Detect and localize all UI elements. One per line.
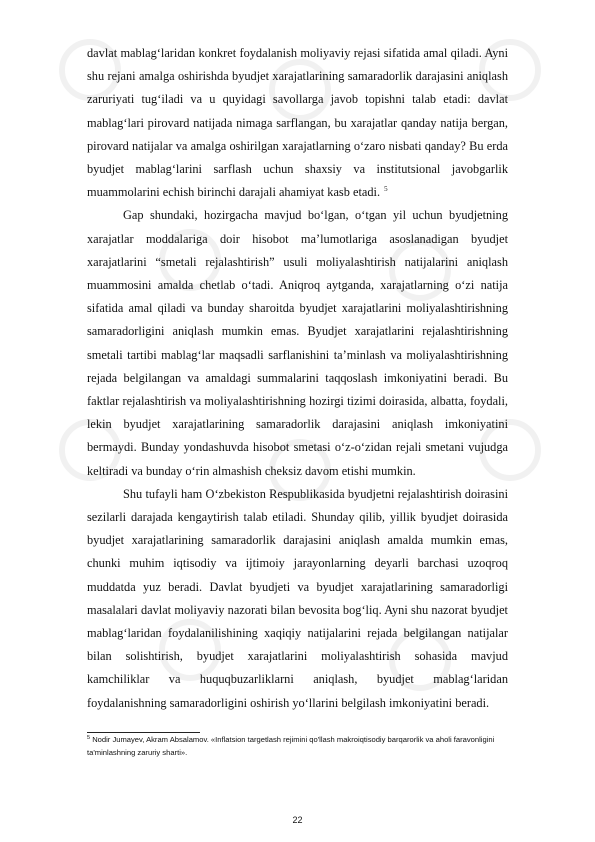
paragraph-1 <box>87 42 508 204</box>
footnote-number: 5 <box>87 735 91 741</box>
paragraph-1-text: davlat mablag‘laridan konkret foydalanish moliyaviy rejasi sifatida amal qiladi. Ayni shu rejani amalga oshirishda byudjet xarajatlarining samaradorlik darajasini aniqlash zaruriyati tug‘iladi va u quyidagi savollarga javob topishni talab etadi: davlat mablag‘lari pirovard natijada nimaga sarflangan, bu xarajatlar qanday natija bergan, pirovard natijalar va amalga oshirilgan xarajatlarning o‘zaro nisbati qanday? Bu erda byudjet mablag‘larini sarflash uchun shaxsiy va institutsional javobgarlik muammolarini echish birinchi darajali ahamiyat kasb etadi. <box>87 46 508 200</box>
footnote-separator <box>87 732 200 733</box>
body-text <box>87 42 508 715</box>
footnote-text: Nodir Jumayev, Akram Absalamov. «Inflatsion targetlash rejimini qo'llash makroiqtisodiy barqarorlik va aholi faravonligini ta'minlashning zaruriy sharti». <box>87 735 495 757</box>
footnote <box>87 734 508 759</box>
paragraph-2: Gap shundaki, hozirgacha mavjud bo‘lgan, o‘tgan yil uchun byudjetning xarajatlar moddalariga doir hisobot ma’lumotlariga asoslanadigan byudjet xarajatlarini “smetali rejalashtirish” usuli moliyalashtirish natijalarini aniqlash muammosini amalda chetlab o‘tadi. Aniqroq aytganda, xarajatlarning o‘zi natija sifatida amal qiladi va bunday sharoitda byudjet xarajatlarini moliyalashtirishning samaradorligini aniqlash mumkin emas. Byudjet xarajatlarini rejalashtirishning smetali tartibi mablag‘lar maqsadli sarflanishini ta’minlash va moliyalashtirishning rejada belgilangan va amaldagi summalarini taqqoslash imkoniyatini beradi. Bu faktlar rejalashtirish va moliyalashtirishning hozirgi tizimi doirasida, albatta, foydali, lekin byudjet xarajatlarining samaradorlik darajasini aniqlash imkoniyatini bermaydi. Bunday yondashuvda hisobot smetasi o‘z-o‘zidan rejali smetani vujudga keltiradi va bunday o‘rin almashish cheksiz davom etishi mumkin. <box>87 208 508 478</box>
page-number: 22 <box>292 815 303 825</box>
footnote-reference[interactable]: 5 <box>384 185 388 194</box>
paragraph-3: Shu tufayli ham O‘zbekiston Respublikasida byudjetni rejalashtirish doirasini sezilarli darajada kengaytirish talab etiladi. Shunday qilib, yillik byudjet doirasida byudjet xarajatlarining samaradorlik darajasini aniqlash amalda mumkin emas, chunki muhim iqtisodiy va ijtimoiy jarayonlarning deyarli barchasi uzoqroq muddatda yuz beradi. Davlat byudjeti va byudjet xarajatlarining samaradorligi masalalari davlat moliyaviy nazorati bilan bevosita bog‘liq. Ayni shu nazorat byudjet mablag‘laridan foydalanilishining xaqiqiy natijalarini rejada belgilangan natijalar bilan solishtirish, byudjet xarajatlarini moliyalashtirish sohasida mavjud kamchiliklar va huquqbuzarliklarni aniqlash, byudjet mablag‘laridan foydalanishning samaradorligini oshirish yo‘llarini belgilash imkoniyatini beradi. <box>87 486 508 710</box>
